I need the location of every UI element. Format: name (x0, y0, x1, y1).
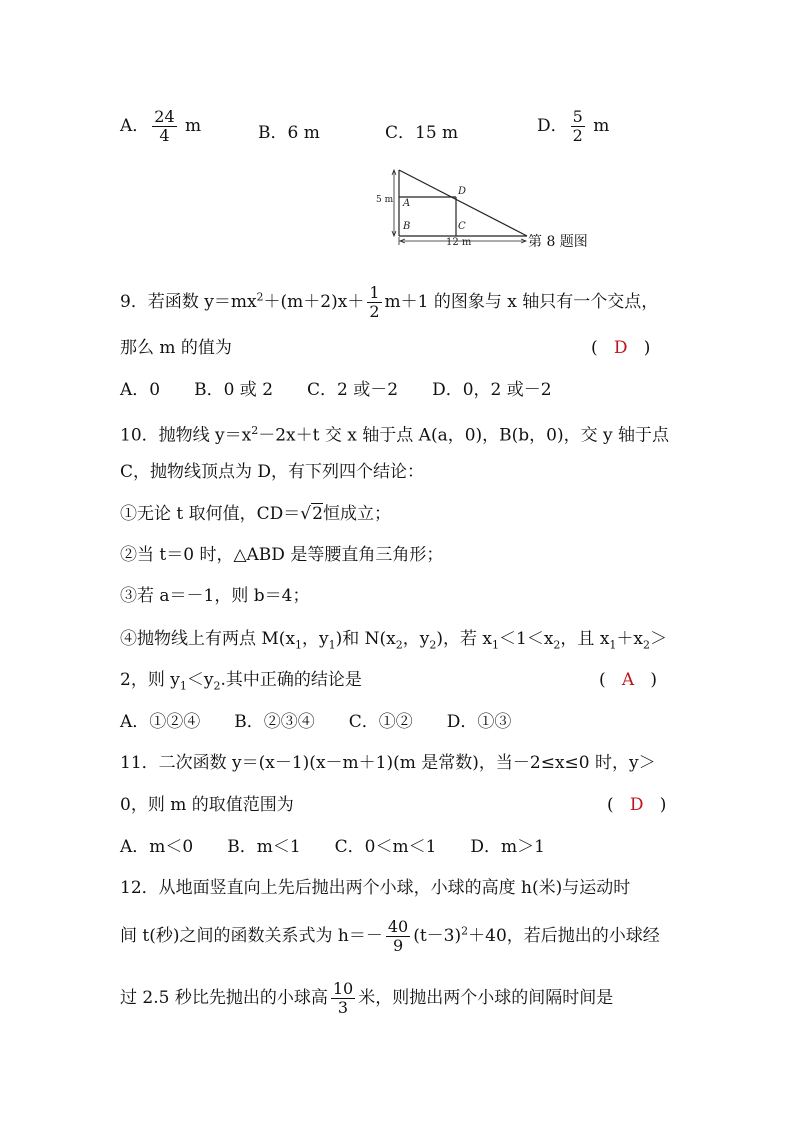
q10-line-2: C，抛物线顶点为 D，有下列四个结论： (120, 462, 425, 482)
q8-option-b: B．6 m (258, 123, 320, 143)
q10-options: A．①②④ B．②③④ C．①② D．①③ (120, 712, 512, 732)
point-d-label: D (458, 186, 467, 197)
q10-statement-3: ③若 a＝－1，则 b＝4； (120, 586, 310, 606)
q11-line-2: 0，则 m 的取值范围为 (120, 795, 294, 815)
figure-caption: 第 8 题图 (528, 234, 588, 250)
q10-answer: A (621, 670, 635, 690)
point-c-label: C (458, 221, 466, 232)
q8-option-a: A． $\frac{24}{4}$ m (120, 107, 202, 145)
q9-answer-bracket: ( D ) (591, 338, 651, 358)
q10-statement-4: ④抛物线上有两点 $M(x_1$，$y_1$)和 $N(x_2$，$y_2$)，若 $x_1<1<x_2$，且 $x_1+x_2>$ (120, 629, 668, 652)
q10-statement-5: 2，则 $y_1<y_2$.其中正确的结论是 (120, 670, 362, 693)
q12-line-1: 12．从地面竖直向上先后抛出两个小球，小球的高度 h(米)与运动时 (120, 878, 631, 898)
fraction: $\frac{10}{3}$ (332, 979, 354, 1017)
q11-answer: D (629, 795, 644, 815)
fraction: $\frac{24}{4}$ (154, 107, 175, 145)
q12-line-3: 过 2.5 秒比先抛出的小球高 $\frac{10}{3}$ 米，则抛出两个小球的间隔时间是 (120, 979, 614, 1017)
q11-options: A．m＜0 B．m＜1 C．0＜m＜1 D．m＞1 (120, 837, 545, 857)
q8-figure (370, 165, 610, 255)
q9-line-1: 9．若函数 $y=mx^2+(m+2)x+$ $\frac{1}{2}$ m＋1 的图象与 x 轴只有一个交点， (120, 283, 659, 321)
fraction: $\frac{1}{2}$ (369, 283, 380, 321)
height-label: 5 m (376, 195, 394, 205)
point-b-label: B (403, 221, 411, 232)
q9-answer: D (613, 338, 628, 358)
point-a-label: A (403, 198, 411, 209)
q9-line-2: 那么 m 的值为 (120, 338, 232, 358)
q10-statement-2: ②当 t＝0 时，△ABD 是等腰直角三角形； (120, 545, 444, 565)
q10-answer-bracket: ( A ) (599, 670, 657, 690)
q8-option-c: C．15 m (385, 123, 459, 143)
q10-statement-1: ①无论 t 取何值，CD＝√2恒成立； (120, 504, 391, 524)
fraction: $\frac{5}{2}$ (572, 107, 583, 145)
q8-option-d: D． $\frac{5}{2}$ m (537, 107, 610, 145)
q10-line-1: 10．抛物线 $y=x^2-2x+t$ 交 x 轴于点 A(a，0)，B(b，0)，交 y 轴于点 (120, 424, 670, 446)
q11-answer-bracket: ( D ) (607, 795, 667, 815)
base-label: 12 m (446, 237, 472, 248)
q12-line-2: 间 t(秒)之间的函数关系式为 h＝－ $\frac{40}{9}$ $(t-3)^2+40$，若后抛出的小球经 (120, 917, 660, 955)
q9-options: A．0 B．0 或 2 C．2 或－2 D．0，2 或－2 (120, 380, 552, 400)
fraction: $\frac{40}{9}$ (387, 917, 409, 955)
q11-line-1: 11．二次函数 y＝(x－1)(x－m＋1)(m 是常数)，当－2≤x≤0 时，y＞ (120, 753, 656, 773)
